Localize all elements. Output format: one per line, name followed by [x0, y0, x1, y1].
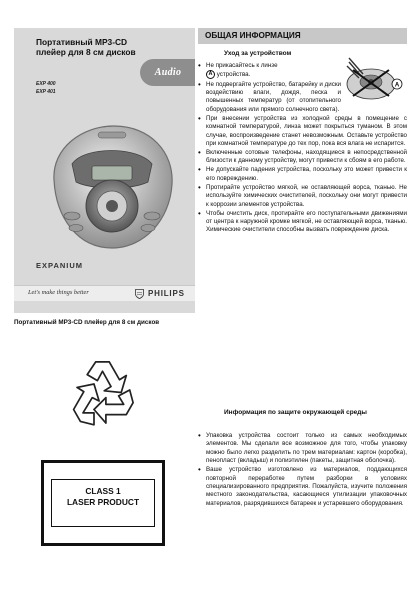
slogan: Let's make things better	[28, 289, 89, 296]
list-item: • Не допускайте падения устройства, поскольку это может привести к его повреждению.	[198, 166, 407, 183]
cover-caption: Портативный MP3-CD плейер для 8 см дисков	[14, 319, 160, 326]
list-item: • Ваше устройство изготовлено из материалов, поддающихся повторной переработке путем разборки в условиях специализированного предприятия. Пожалуйста, изучите положения местного законодательства, касающиеся утилизации упаковочных материалов, разрядившихся батареек и устаревшего оборудования.	[198, 466, 407, 508]
list-item: • Не прикасайтесь к линзе A устройства.	[198, 62, 341, 80]
environment-list	[198, 432, 407, 509]
cd-player-illustration	[32, 108, 192, 268]
brand-strip	[14, 285, 195, 301]
laser-product-label	[41, 460, 165, 546]
recycle-icon	[60, 350, 145, 435]
lens-marker-icon: A	[206, 70, 215, 79]
philips-logo: PHILIPS	[148, 289, 185, 298]
care-heading: Уход за устройством	[224, 50, 292, 57]
list-item: • Упаковка устройства состоит только из самых необходимых элементов. Мы сделали все возможное для того, чтобы упаковку можно было легко разделить по трем материалам: картон (коробка), пенопласт (вкладыш) и полиэтилен (пакеты, защитная оболочка).	[198, 432, 407, 466]
model-number: EXP 400	[36, 81, 56, 87]
svg-text:A: A	[394, 82, 400, 89]
laser-product: LASER PRODUCT	[66, 497, 140, 507]
laser-label-inner	[51, 479, 155, 527]
audio-badge: Audio	[140, 59, 195, 86]
list-item: • При внесении устройства из холодной среды в помещение с комнатной температурой, линза может покрыться туманом. В этом случае, воспроизведение станет невозможным. Оставьте устройство при комнатной температуре до тех пор, пока вся влага не испарится.	[198, 115, 407, 149]
section-title: ОБЩАЯ ИНФОРМАЦИЯ	[198, 28, 407, 44]
list-item: • Не подвергайте устройство, батарейку и диски воздействию влаги, дождя, песка и повышенных температур (от отопительного оборудования или прямого солнечного света).	[198, 81, 341, 115]
environment-heading: Информация по защите окружающей среды	[224, 409, 367, 416]
care-list	[198, 62, 407, 235]
laser-class: CLASS 1	[85, 486, 121, 496]
list-item: • Протирайте устройство мягкой, не оставляющей ворса, тканью. Не используйте химических очистителей, поскольку они могут привести к коррозии элементов устройства.	[198, 184, 407, 209]
list-item: • Чтобы очистить диск, протирайте его поступательными движениями от центра к наружной кромке мягкой, не оставляющей ворса, тканью. Химические очистители способны вызвать повреждение диска.	[198, 210, 407, 235]
expanium-logo: EXPANIUM	[36, 261, 84, 270]
model-number: EXP 401	[36, 89, 56, 95]
cover-title: Портативный MP3-CD плейер для 8 см дисков	[36, 37, 136, 57]
philips-shield-icon	[135, 289, 144, 299]
list-item: • Включенные сотовые телефоны, находящиеся в непосредственной близости к данному устройству, могут привести к сбоям в его работе.	[198, 149, 407, 166]
product-cover	[14, 28, 195, 313]
